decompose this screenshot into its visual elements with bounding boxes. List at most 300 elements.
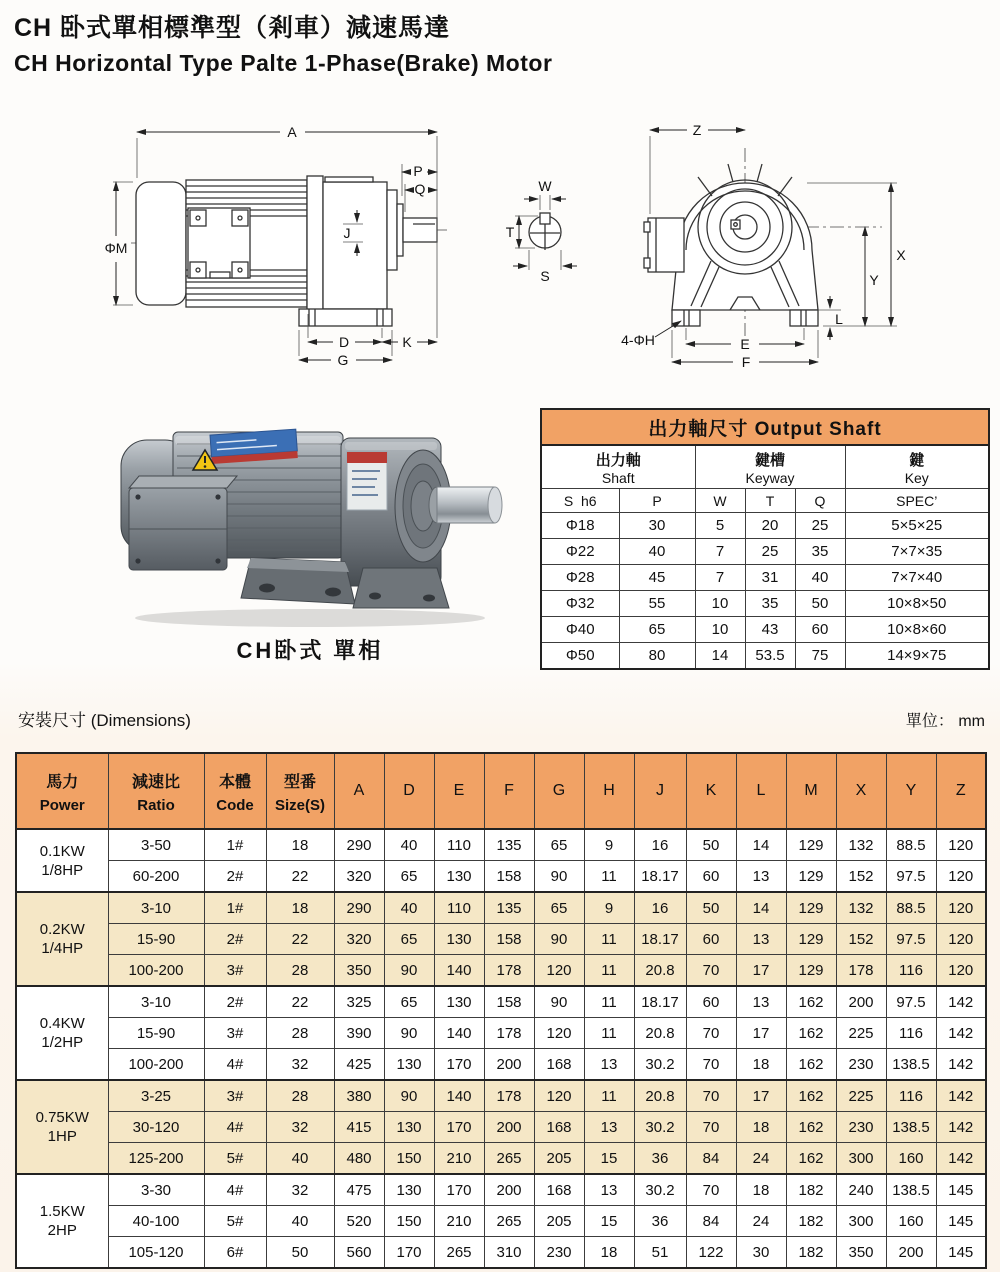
dims-data-row: [16, 861, 986, 893]
dims-cell: 178: [484, 1080, 534, 1112]
dims-cell: 168: [534, 1049, 584, 1081]
dims-cell: 152: [836, 924, 886, 955]
dims-data-row: [16, 1143, 986, 1175]
dims-cell: 205: [534, 1143, 584, 1175]
dims-cell: 3#: [204, 955, 266, 987]
dims-cell: 135: [484, 892, 534, 924]
dims-cell: 132: [836, 892, 886, 924]
shaft-cell: Φ28: [541, 565, 619, 591]
junction-box-front: [644, 218, 684, 272]
dims-cell: 140: [434, 955, 484, 987]
dims-cell: 28: [266, 1018, 334, 1049]
label-line: Code: [216, 796, 254, 814]
dims-cell: 162: [786, 986, 836, 1018]
dims-cell: 170: [434, 1174, 484, 1206]
size-column-header: [266, 753, 334, 829]
dims-cell: 145: [936, 1206, 986, 1237]
output-shaft-table: [540, 408, 990, 670]
shaft-data-row: [541, 565, 989, 591]
label-line: 馬力: [46, 773, 79, 791]
dim-label-g: G: [337, 352, 349, 368]
dims-data-row: [16, 924, 986, 955]
dims-cell: 130: [434, 861, 484, 893]
dims-cell: 13: [584, 1174, 634, 1206]
dims-cell: 129: [786, 861, 836, 893]
dims-cell: 65: [384, 986, 434, 1018]
dim-column-header: F: [484, 753, 534, 829]
page-title-zh: CH 卧式單相標準型（剎車）減速馬達: [14, 14, 451, 42]
dims-cell: 30.2: [634, 1049, 686, 1081]
power-cell: [16, 892, 108, 986]
dims-cell: 130: [384, 1112, 434, 1143]
dims-cell: 142: [936, 1080, 986, 1112]
shaft-cell: 45: [619, 565, 695, 591]
shaft-column-header: P: [619, 489, 695, 513]
dims-cell: 265: [484, 1143, 534, 1175]
dim-label-f: F: [741, 354, 751, 370]
dims-cell: 116: [886, 955, 936, 987]
dims-cell: 9: [584, 892, 634, 924]
power-cell: [16, 1080, 108, 1174]
dims-cell: 210: [434, 1206, 484, 1237]
dims-cell: 14: [736, 829, 786, 861]
dims-cell: 18: [736, 1174, 786, 1206]
shaft-group-header: [695, 445, 845, 489]
dims-cell: 475: [334, 1174, 384, 1206]
dims-cell: 1#: [204, 892, 266, 924]
dims-cell: 13: [584, 1112, 634, 1143]
dim-label-d: D: [338, 334, 350, 350]
power-cell: [16, 1174, 108, 1268]
front-view-drawing: [505, 100, 1000, 385]
dims-data-row: [16, 1112, 986, 1143]
dim-label-e: E: [740, 336, 750, 352]
dims-cell: 125-200: [108, 1143, 204, 1175]
photo-output-shaft: [429, 487, 502, 523]
dims-cell: 32: [266, 1112, 334, 1143]
shaft-title-row: [541, 409, 989, 445]
label-line: 本體: [218, 773, 251, 791]
shaft-cell: 60: [795, 617, 845, 643]
dims-cell: 90: [534, 861, 584, 893]
dim-label-q: Q: [414, 181, 426, 197]
dims-cell: 560: [334, 1237, 384, 1269]
dims-cell: 5#: [204, 1206, 266, 1237]
shaft-cell: 31: [745, 565, 795, 591]
dims-cell: 3#: [204, 1080, 266, 1112]
dims-cell: 120: [936, 892, 986, 924]
dims-cell: 320: [334, 861, 384, 893]
dim-label-l: L: [835, 311, 843, 327]
dims-cell: 142: [936, 1143, 986, 1175]
dims-cell: 1#: [204, 829, 266, 861]
dimensions-caption: 安裝尺寸 (Dimensions): [18, 711, 191, 730]
shaft-cell: 80: [619, 643, 695, 670]
photo-shadow: [135, 609, 485, 627]
dims-cell: 265: [484, 1206, 534, 1237]
dims-cell: 18.17: [634, 986, 686, 1018]
dims-cell: 122: [686, 1237, 736, 1269]
shaft-cell: 14×9×75: [845, 643, 989, 670]
bearing-housing: [387, 190, 397, 270]
dims-cell: 22: [266, 924, 334, 955]
dims-cell: 3-50: [108, 829, 204, 861]
dims-cell: 15-90: [108, 924, 204, 955]
dims-cell: 105-120: [108, 1237, 204, 1269]
shaft-cell: 53.5: [745, 643, 795, 670]
dims-cell: 90: [384, 955, 434, 987]
dims-cell: 178: [836, 955, 886, 987]
fan-cover: [136, 182, 186, 305]
dims-cell: 28: [266, 955, 334, 987]
dims-cell: 325: [334, 986, 384, 1018]
dims-cell: 3-25: [108, 1080, 204, 1112]
dims-cell: 240: [836, 1174, 886, 1206]
dims-cell: 129: [786, 829, 836, 861]
dims-cell: 13: [736, 924, 786, 955]
shaft-cell: 7: [695, 539, 745, 565]
dims-cell: 84: [686, 1206, 736, 1237]
dims-cell: 32: [266, 1174, 334, 1206]
dims-cell: 290: [334, 892, 384, 924]
dims-cell: 40: [384, 829, 434, 861]
dims-cell: 70: [686, 955, 736, 987]
dims-cell: 116: [886, 1018, 936, 1049]
label-line: 1/4HP: [41, 940, 84, 957]
dims-cell: 120: [534, 1018, 584, 1049]
dims-cell: 70: [686, 1049, 736, 1081]
dims-cell: 90: [384, 1080, 434, 1112]
dims-cell: 152: [836, 861, 886, 893]
dims-cell: 116: [886, 1080, 936, 1112]
page-title-en: CH Horizontal Type Palte 1-Phase(Brake) Motor: [14, 50, 553, 76]
dims-cell: 30.2: [634, 1112, 686, 1143]
dim-label-t: T: [505, 224, 515, 240]
dims-cell: 225: [836, 1018, 886, 1049]
shaft-cell: Φ22: [541, 539, 619, 565]
dims-cell: 130: [434, 986, 484, 1018]
shaft-cell: 7×7×35: [845, 539, 989, 565]
dims-cell: 97.5: [886, 861, 936, 893]
dims-cell: 120: [936, 861, 986, 893]
dims-cell: 415: [334, 1112, 384, 1143]
dims-cell: 14: [736, 892, 786, 924]
dims-cell: 4#: [204, 1174, 266, 1206]
right-foot: [790, 310, 818, 326]
shaft-cell: 5: [695, 513, 745, 539]
shaft-column-header: SPEC’: [845, 489, 989, 513]
dims-cell: 90: [384, 1018, 434, 1049]
dims-cell: 22: [266, 861, 334, 893]
dims-cell: 300: [836, 1143, 886, 1175]
dims-cell: 22: [266, 986, 334, 1018]
dims-cell: 170: [384, 1237, 434, 1269]
dims-cell: 16: [634, 892, 686, 924]
dims-cell: 160: [886, 1143, 936, 1175]
photo-blue-label: [210, 429, 298, 464]
shaft-group-header: [541, 445, 695, 489]
dims-cell: 142: [936, 1049, 986, 1081]
dim-column-header: H: [584, 753, 634, 829]
shaft-cell: 43: [745, 617, 795, 643]
dims-cell: 6#: [204, 1237, 266, 1269]
shaft-data-row: [541, 591, 989, 617]
dims-cell: 16: [634, 829, 686, 861]
shaft-cell: 65: [619, 617, 695, 643]
dims-cell: 17: [736, 1080, 786, 1112]
dims-cell: 13: [736, 861, 786, 893]
dims-cell: 168: [534, 1112, 584, 1143]
label-line: 1/8HP: [41, 861, 84, 879]
dims-data-row: [16, 1237, 986, 1269]
shaft-column-header: Q: [795, 489, 845, 513]
dims-cell: 182: [786, 1206, 836, 1237]
label-line: 鍵: [909, 451, 925, 469]
motor-photo: [105, 392, 515, 632]
gearbox-side: [323, 182, 387, 309]
flange: [307, 176, 323, 311]
dims-cell: 51: [634, 1237, 686, 1269]
dims-cell: 11: [584, 986, 634, 1018]
dim-column-header: E: [434, 753, 484, 829]
dims-cell: 100-200: [108, 1049, 204, 1081]
dims-cell: 36: [634, 1206, 686, 1237]
shaft-column-header: T: [745, 489, 795, 513]
dims-cell: 15: [584, 1206, 634, 1237]
dims-cell: 97.5: [886, 986, 936, 1018]
title-block: [14, 8, 552, 77]
shaft-cell: 14: [695, 643, 745, 670]
dims-cell: 18: [266, 892, 334, 924]
dims-cell: 18.17: [634, 924, 686, 955]
shaft-cell: 55: [619, 591, 695, 617]
dims-cell: 30: [736, 1237, 786, 1269]
output-shaft-title: 出力軸尺寸 Output Shaft: [541, 409, 989, 445]
dims-data-row: [16, 1080, 986, 1112]
dims-cell: 17: [736, 955, 786, 987]
dim-column-header: A: [334, 753, 384, 829]
dims-data-row: [16, 1049, 986, 1081]
dims-cell: 32: [266, 1049, 334, 1081]
dims-cell: 40: [266, 1143, 334, 1175]
unit-label: 單位： mm: [905, 713, 985, 730]
dims-cell: 11: [584, 924, 634, 955]
dims-data-row: [16, 1018, 986, 1049]
dims-cell: 178: [484, 955, 534, 987]
dim-column-header: D: [384, 753, 434, 829]
dims-cell: 160: [886, 1206, 936, 1237]
dims-cell: 15-90: [108, 1018, 204, 1049]
dims-cell: 350: [334, 955, 384, 987]
dims-cell: 135: [484, 829, 534, 861]
dims-cell: 3-10: [108, 986, 204, 1018]
dims-data-row: [16, 986, 986, 1018]
dims-cell: 88.5: [886, 892, 936, 924]
dims-data-row: [16, 892, 986, 924]
dims-cell: 65: [384, 861, 434, 893]
dims-cell: 210: [434, 1143, 484, 1175]
dims-cell: 70: [686, 1174, 736, 1206]
dims-cell: 130: [434, 924, 484, 955]
shaft-cell: 35: [795, 539, 845, 565]
dim-label-p: P: [413, 163, 423, 179]
dims-cell: 138.5: [886, 1049, 936, 1081]
shaft-cell: 5×5×25: [845, 513, 989, 539]
dims-cell: 145: [936, 1174, 986, 1206]
dims-data-row: [16, 955, 986, 987]
dims-cell: 20.8: [634, 1080, 686, 1112]
dims-cell: 158: [484, 861, 534, 893]
dims-cell: 70: [686, 1018, 736, 1049]
shaft-cell: 10: [695, 591, 745, 617]
dims-cell: 4#: [204, 1049, 266, 1081]
shaft-cell: 40: [795, 565, 845, 591]
dims-cell: 18: [266, 829, 334, 861]
shaft-cell: 25: [795, 513, 845, 539]
dims-cell: 24: [736, 1206, 786, 1237]
label-line: 0.4KW: [39, 1015, 85, 1032]
shaft-cell: 7: [695, 565, 745, 591]
shaft-cell: 20: [745, 513, 795, 539]
dims-cell: 230: [836, 1049, 886, 1081]
dims-cell: 290: [334, 829, 384, 861]
dims-cell: 162: [786, 1080, 836, 1112]
dims-cell: 2#: [204, 924, 266, 955]
shaft-cell: 10×8×50: [845, 591, 989, 617]
label-line: 0.1KW: [39, 842, 85, 860]
dimensions-table: [15, 752, 987, 1269]
output-shaft-side: [403, 218, 437, 242]
dims-cell: 50: [686, 892, 736, 924]
dims-cell: 17: [736, 1018, 786, 1049]
dims-cell: 230: [534, 1237, 584, 1269]
dims-cell: 3-10: [108, 892, 204, 924]
shaft-cell: 10×8×60: [845, 617, 989, 643]
dims-cell: 200: [886, 1237, 936, 1269]
dim-column-header: Z: [936, 753, 986, 829]
dims-cell: 3#: [204, 1018, 266, 1049]
dims-cell: 11: [584, 861, 634, 893]
power-column-header: [16, 753, 108, 829]
dims-cell: 120: [936, 829, 986, 861]
label-line: Key: [904, 469, 929, 486]
shaft-cell: Φ18: [541, 513, 619, 539]
dims-cell: 150: [384, 1143, 434, 1175]
dims-cell: 90: [534, 986, 584, 1018]
dims-cell: 65: [534, 829, 584, 861]
dim-column-header: L: [736, 753, 786, 829]
label-line: 0.75KW: [35, 1109, 89, 1126]
dims-cell: 129: [786, 924, 836, 955]
power-cell: [16, 986, 108, 1080]
dims-cell: 20.8: [634, 955, 686, 987]
dims-cell: 100-200: [108, 955, 204, 987]
dims-cell: 130: [384, 1174, 434, 1206]
shaft-cell: 75: [795, 643, 845, 670]
shaft-cell: Φ32: [541, 591, 619, 617]
dims-cell: 11: [584, 1018, 634, 1049]
dims-cell: 11: [584, 955, 634, 987]
dims-cell: 205: [534, 1206, 584, 1237]
dims-cell: 170: [434, 1112, 484, 1143]
shaft-subheader-row: [541, 489, 989, 513]
dims-cell: 3-30: [108, 1174, 204, 1206]
label-line: Keyway: [745, 469, 795, 486]
dims-cell: 50: [686, 829, 736, 861]
dims-cell: 168: [534, 1174, 584, 1206]
shaft-cell: 40: [619, 539, 695, 565]
dims-cell: 200: [484, 1112, 534, 1143]
dims-cell: 4#: [204, 1112, 266, 1143]
dims-data-row: [16, 1206, 986, 1237]
shaft-cell: 50: [795, 591, 845, 617]
label-line: Size(S): [274, 796, 325, 814]
dims-cell: 5#: [204, 1143, 266, 1175]
dims-cell: 130: [384, 1049, 434, 1081]
shaft-column-header: S h6: [541, 489, 619, 513]
dims-cell: 65: [384, 924, 434, 955]
shaft-cell: Φ40: [541, 617, 619, 643]
dims-cell: 18: [736, 1049, 786, 1081]
dims-cell: 300: [836, 1206, 886, 1237]
label-line: Power: [39, 796, 85, 814]
dims-cell: 36: [634, 1143, 686, 1175]
dims-cell: 138.5: [886, 1112, 936, 1143]
shaft-data-row: [541, 539, 989, 565]
dims-cell: 200: [484, 1174, 534, 1206]
dim-column-header: J: [634, 753, 686, 829]
dim-column-header: M: [786, 753, 836, 829]
dims-cell: 18: [736, 1112, 786, 1143]
dims-cell: 320: [334, 924, 384, 955]
shaft-cell: 30: [619, 513, 695, 539]
dims-cell: 120: [534, 955, 584, 987]
dims-cell: 97.5: [886, 924, 936, 955]
dims-cell: 182: [786, 1237, 836, 1269]
dims-cell: 9: [584, 829, 634, 861]
shaft-cell: 7×7×40: [845, 565, 989, 591]
label-line: 型番: [283, 773, 316, 791]
dims-cell: 138.5: [886, 1174, 936, 1206]
dim-label-phi-m: ΦM: [104, 240, 128, 256]
dim-label-j: J: [343, 225, 351, 241]
dim-column-header: Y: [886, 753, 936, 829]
dims-cell: 350: [836, 1237, 886, 1269]
dims-cell: 158: [484, 924, 534, 955]
dims-cell: 70: [686, 1112, 736, 1143]
dims-cell: 162: [786, 1143, 836, 1175]
shaft-data-row: [541, 513, 989, 539]
dims-cell: 30-120: [108, 1112, 204, 1143]
dims-cell: 60: [686, 924, 736, 955]
dims-cell: 88.5: [886, 829, 936, 861]
dims-cell: 230: [836, 1112, 886, 1143]
label-line: 2HP: [47, 1222, 77, 1239]
label-line: Ratio: [137, 796, 175, 814]
label-line: Shaft: [601, 469, 635, 486]
dim-column-header: X: [836, 753, 886, 829]
dims-cell: 145: [936, 1237, 986, 1269]
dim-label-x: X: [896, 247, 906, 263]
dims-cell: 178: [484, 1018, 534, 1049]
dim-label-y: Y: [869, 272, 879, 288]
dim-label-k: K: [402, 334, 412, 350]
dims-cell: 15: [584, 1143, 634, 1175]
dims-data-row: [16, 829, 986, 861]
photo-rear-foot: [353, 568, 449, 608]
dims-cell: 11: [584, 1080, 634, 1112]
photo-junction-box: [129, 476, 237, 570]
